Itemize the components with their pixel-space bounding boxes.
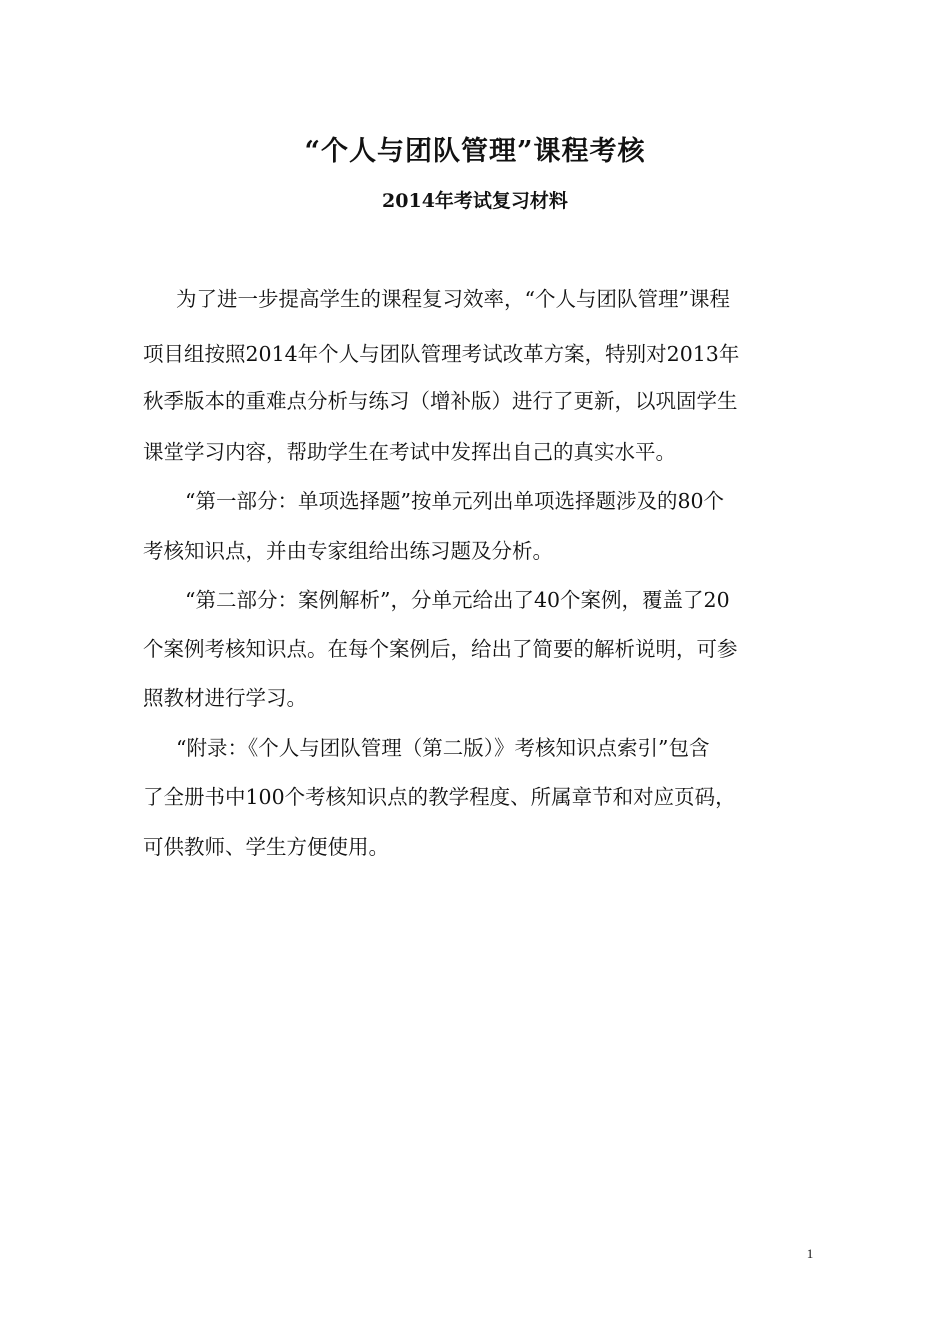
paragraph-line: 考核知识点，并由专家组给出练习题及分析。	[143, 539, 553, 563]
document-title: “个人与团队管理”课程考核	[304, 136, 646, 167]
paragraph-line: “第二部分：案例解析”，分单元给出了40个案例，覆盖了20	[185, 588, 730, 612]
paragraph-line: 了全册书中100个考核知识点的教学程度、所属章节和对应页码，	[143, 785, 736, 809]
paragraph-line: “附录：《个人与团队管理（第二版）》考核知识点索引”包含	[176, 736, 710, 760]
paragraph-line: 项目组按照2014年个人与团队管理考试改革方案，特别对2013年	[143, 342, 740, 366]
paragraph-line: 为了进一步提高学生的课程复习效率，“个人与团队管理”课程	[176, 287, 730, 311]
paragraph-line: 照教材进行学习。	[143, 686, 307, 710]
document-subtitle: 2014年考试复习材料	[382, 190, 568, 212]
paragraph-line: 课堂学习内容，帮助学生在考试中发挥出自己的真实水平。	[143, 440, 676, 464]
page-number: 1	[806, 1246, 814, 1261]
paragraph-line: 可供教师、学生方便使用。	[143, 835, 389, 859]
paragraph-line: “第一部分：单项选择题”按单元列出单项选择题涉及的80个	[185, 489, 725, 513]
paragraph-line: 个案例考核知识点。在每个案例后，给出了简要的解析说明，可参	[143, 637, 738, 661]
paragraph-line: 秋季版本的重难点分析与练习（增补版）进行了更新，以巩固学生	[143, 389, 738, 413]
